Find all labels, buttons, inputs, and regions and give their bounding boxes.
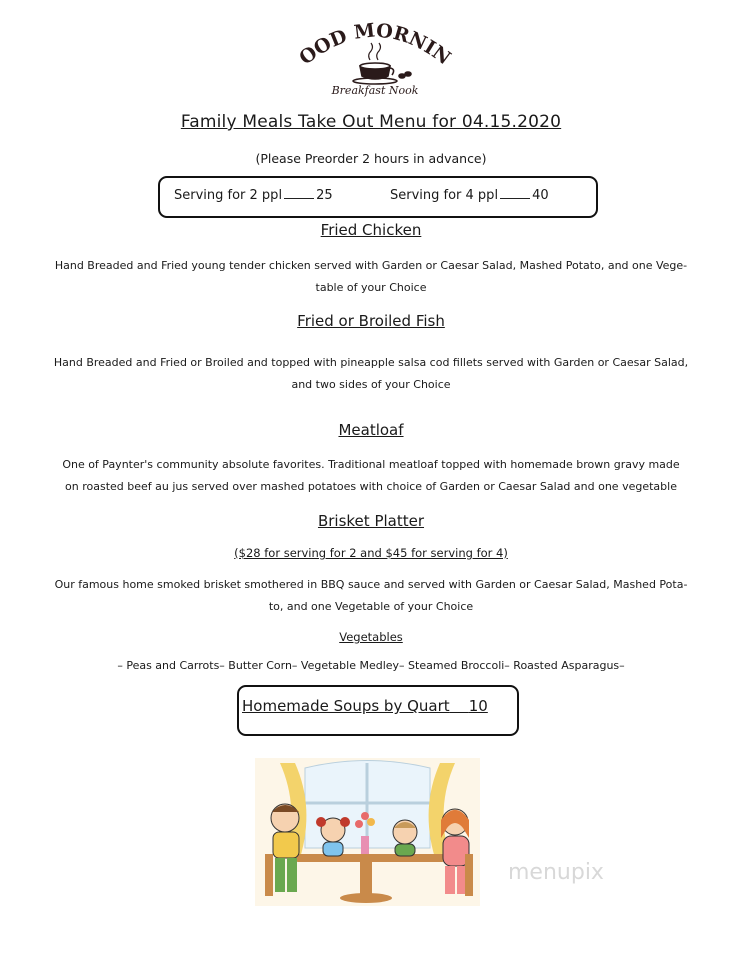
section-desc-brisket xyxy=(22,574,720,618)
desc-line: Hand Breaded and Fried young tender chicken served with Garden or Caesar Salad, Mashed Potato, and one Vege- xyxy=(54,259,688,272)
desc-line: Our famous home smoked brisket smothered in BBQ sauce and served with Garden or Caesar Salad, Mashed Pota- xyxy=(54,578,688,591)
section-heading-fish: Fried or Broiled Fish xyxy=(297,312,445,330)
serving-four xyxy=(390,188,549,203)
preorder-note: (Please Preorder 2 hours in advance) xyxy=(255,151,487,166)
logo xyxy=(290,14,460,104)
blank-line xyxy=(500,188,530,199)
logo-name: OOD MORNIN xyxy=(295,19,455,70)
soups-line xyxy=(242,697,488,715)
menu-title: Family Meals Take Out Menu for 04.15.2020 xyxy=(180,112,562,132)
serving-four-label: Serving for 4 ppl xyxy=(390,188,499,203)
family-meal-illustration xyxy=(255,758,480,906)
desc-line: Hand Breaded and Fried or Broiled and topped with pineapple salsa cod fillets served with Garden or Caesar Salad, xyxy=(53,356,689,369)
serving-two-label: Serving for 2 ppl xyxy=(174,188,283,203)
serving-four-price: 40 xyxy=(532,188,549,203)
svg-text:GOOD MORNING xyxy=(290,14,455,69)
desc-line: One of Paynter's community absolute favorites. Traditional meatloaf topped with homemade brown gravy made xyxy=(62,458,680,471)
serving-two-price: 25 xyxy=(316,188,333,203)
desc-line: table of your Choice xyxy=(315,281,427,294)
section-desc-fish xyxy=(22,352,720,396)
blank-line xyxy=(284,188,314,199)
serving-two xyxy=(174,188,333,203)
section-heading-brisket: Brisket Platter xyxy=(317,512,425,530)
desc-line: on roasted beef au jus served over mashed potatoes with choice of Garden or Caesar Salad and one vegetable xyxy=(65,480,677,493)
section-heading-fried-chicken: Fried Chicken xyxy=(320,221,422,239)
desc-line: and two sides of your Choice xyxy=(291,378,451,391)
brisket-price-note: ($28 for serving for 2 and $45 for serving for 4) xyxy=(234,546,508,560)
soups-price: 10 xyxy=(468,697,488,715)
logo-tagline: Breakfast Nook xyxy=(331,84,419,97)
watermark: menupix xyxy=(508,860,604,885)
section-desc-fried-chicken xyxy=(22,255,720,299)
section-desc-meatloaf xyxy=(22,454,720,498)
serving-prices-box xyxy=(158,176,598,218)
vegetables-heading: Vegetables xyxy=(339,630,403,644)
soups-box xyxy=(237,685,519,736)
section-heading-meatloaf: Meatloaf xyxy=(338,421,404,439)
vegetables-list: – Peas and Carrots– Butter Corn– Vegetable Medley– Steamed Broccoli– Roasted Asparagus– xyxy=(117,659,625,672)
desc-line: to, and one Vegetable of your Choice xyxy=(268,600,474,613)
coffee-cup-icon xyxy=(353,43,411,84)
soups-label: Homemade Soups by Quart xyxy=(242,697,450,715)
